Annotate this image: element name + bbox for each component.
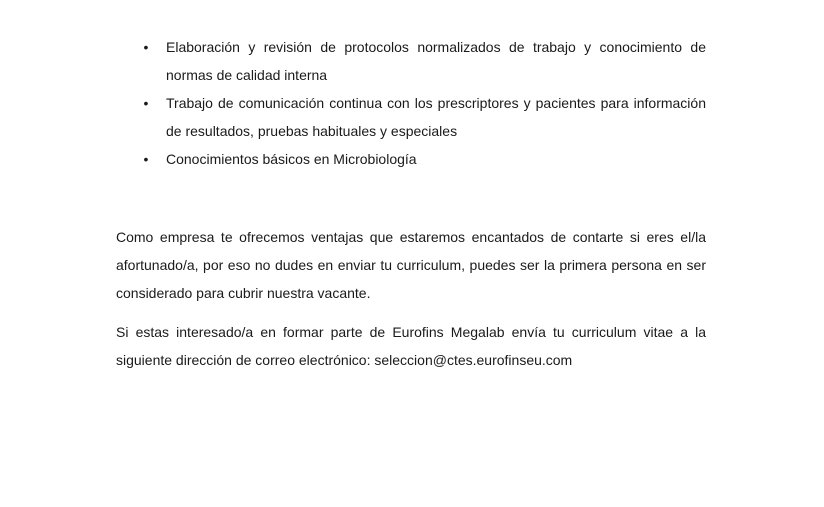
list-item [116, 145, 706, 173]
application-paragraph: Si estas interesado/a en formar parte de Eurofins Megalab envía tu curriculum vitae a la siguiente dirección de correo electrónico: seleccion@ctes.eurofinseu.com [116, 324, 706, 368]
benefits-paragraph: Como empresa te ofrecemos ventajas que estaremos encantados de contarte si eres el/la afortunado/a, por eso no dudes en enviar tu curriculum, puedes ser la primera persona en ser considerado para cubrir nuestra vacante. [116, 229, 706, 301]
list-item [116, 89, 706, 145]
bullet-marker: • [143, 151, 149, 167]
list-item-text: Elaboración y revisión de protocolos normalizados de trabajo y conocimiento de normas de calidad interna [166, 39, 706, 83]
list-item-text: Conocimientos básicos en Microbiología [166, 151, 417, 167]
requirements-list [116, 33, 706, 173]
bullet-marker: • [143, 39, 149, 55]
list-item-text: Trabajo de comunicación continua con los prescriptores y pacientes para información de resultados, pruebas habituales y especiales [166, 95, 706, 139]
list-item [116, 33, 706, 89]
bullet-marker: • [143, 95, 149, 111]
